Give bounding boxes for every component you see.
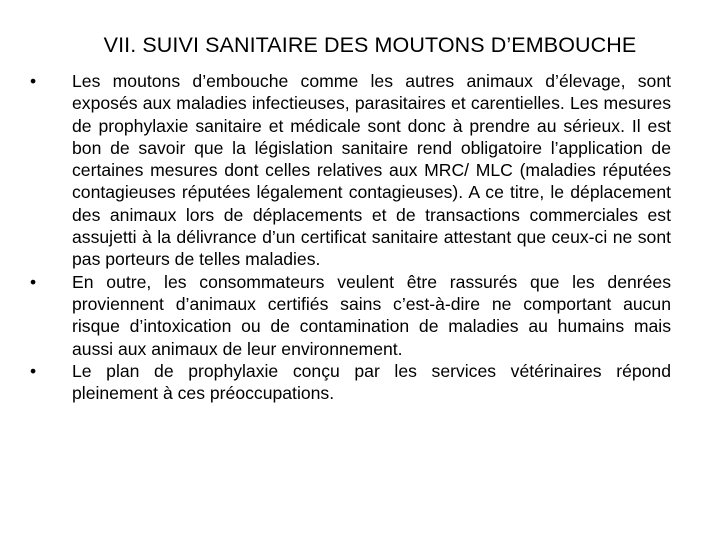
bullet-text: Le plan de prophylaxie conçu par les services vétérinaires répond pleinement à ces préoccupations. [72, 360, 671, 404]
bullet-dot-icon: • [30, 71, 37, 91]
bullet-item-3 [30, 360, 671, 405]
bullet-dot-icon: • [30, 360, 37, 381]
bullet-dot-icon: • [30, 271, 37, 292]
bullet-list [30, 70, 671, 404]
bullet-text: Les moutons d’embouche comme les autres animaux d’élevage, sont exposés aux maladies infectieuses, parasitaires et carentielles. Les mesures de prophylaxie sanitaire et médicale sont donc à prendre au sérieux. Il est bon de savoir que la législation sanitaire rend obligatoire l’application de certaines mesures dont celles relatives aux MRC/ MLC (maladies réputées contagieuses réputées légalement contagieuses). A ce titre, le déplacement des animaux lors de déplacements et de transactions commerciales est assujetti à la délivrance d’un certificat sanitaire attestant que ceux-ci ne sont pas porteurs de telles maladies. [72, 71, 671, 270]
bullet-text: En outre, les consommateurs veulent être rassurés que les denrées proviennent d’animaux certifiés sains c’est-à-dire ne comportant aucun risque d’intoxication ou de contamination de maladies au humains mais aussi aux animaux de leur environnement. [72, 271, 671, 359]
bullet-item-2 [30, 271, 671, 360]
bullet-item-1 [30, 70, 671, 271]
slide-title: VII. SUIVI SANITAIRE DES MOUTONS D’EMBOUCHE [103, 33, 637, 57]
